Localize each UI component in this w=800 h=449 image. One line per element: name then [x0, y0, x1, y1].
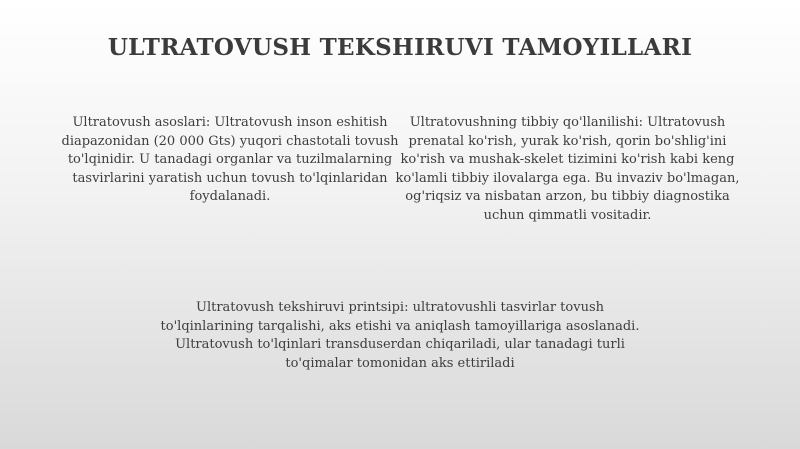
- examination-principle-text: Ultratovush tekshiruvi printsipi: ultratovushli tasvirlar tovush to'lqinlarining tarqalishi, aks etishi va aniqlash tamoyillariga asoslanadi. Ultratovush to'lqinlari transduserdan chiqariladi, ular tanadagi turli to'qimalar tomonidan aks ettiriladi: [160, 300, 640, 371]
- slide-title: ULTRATOVUSH TEKSHIRUVI TAMOYILLARI: [107, 34, 693, 61]
- ultrasound-basics-text: Ultratovush asoslari: Ultratovush inson eshitish diapazonidan (20 000 Gts) yuqori chastotali tovush to'lqinidir. U tanadagi organlar va tuzilmalarning tasvirlarini yaratish uchun tovush to'lqinlaridan foydalanadi.: [61, 115, 399, 204]
- medical-applications-text: Ultratovushning tibbiy qo'llanilishi: Ultratovush prenatal ko'rish, yurak ko'rish, qorin bo'shlig'ini ko'rish va mushak-skelet tizimini ko'rish kabi keng ko'lamli tibbiy ilovalarga ega. Bu invaziv bo'lmagan, og'riqsiz va nisbatan arzon, bu tibbiy diagnostika uchun qimmatli vositadir.: [395, 115, 740, 223]
